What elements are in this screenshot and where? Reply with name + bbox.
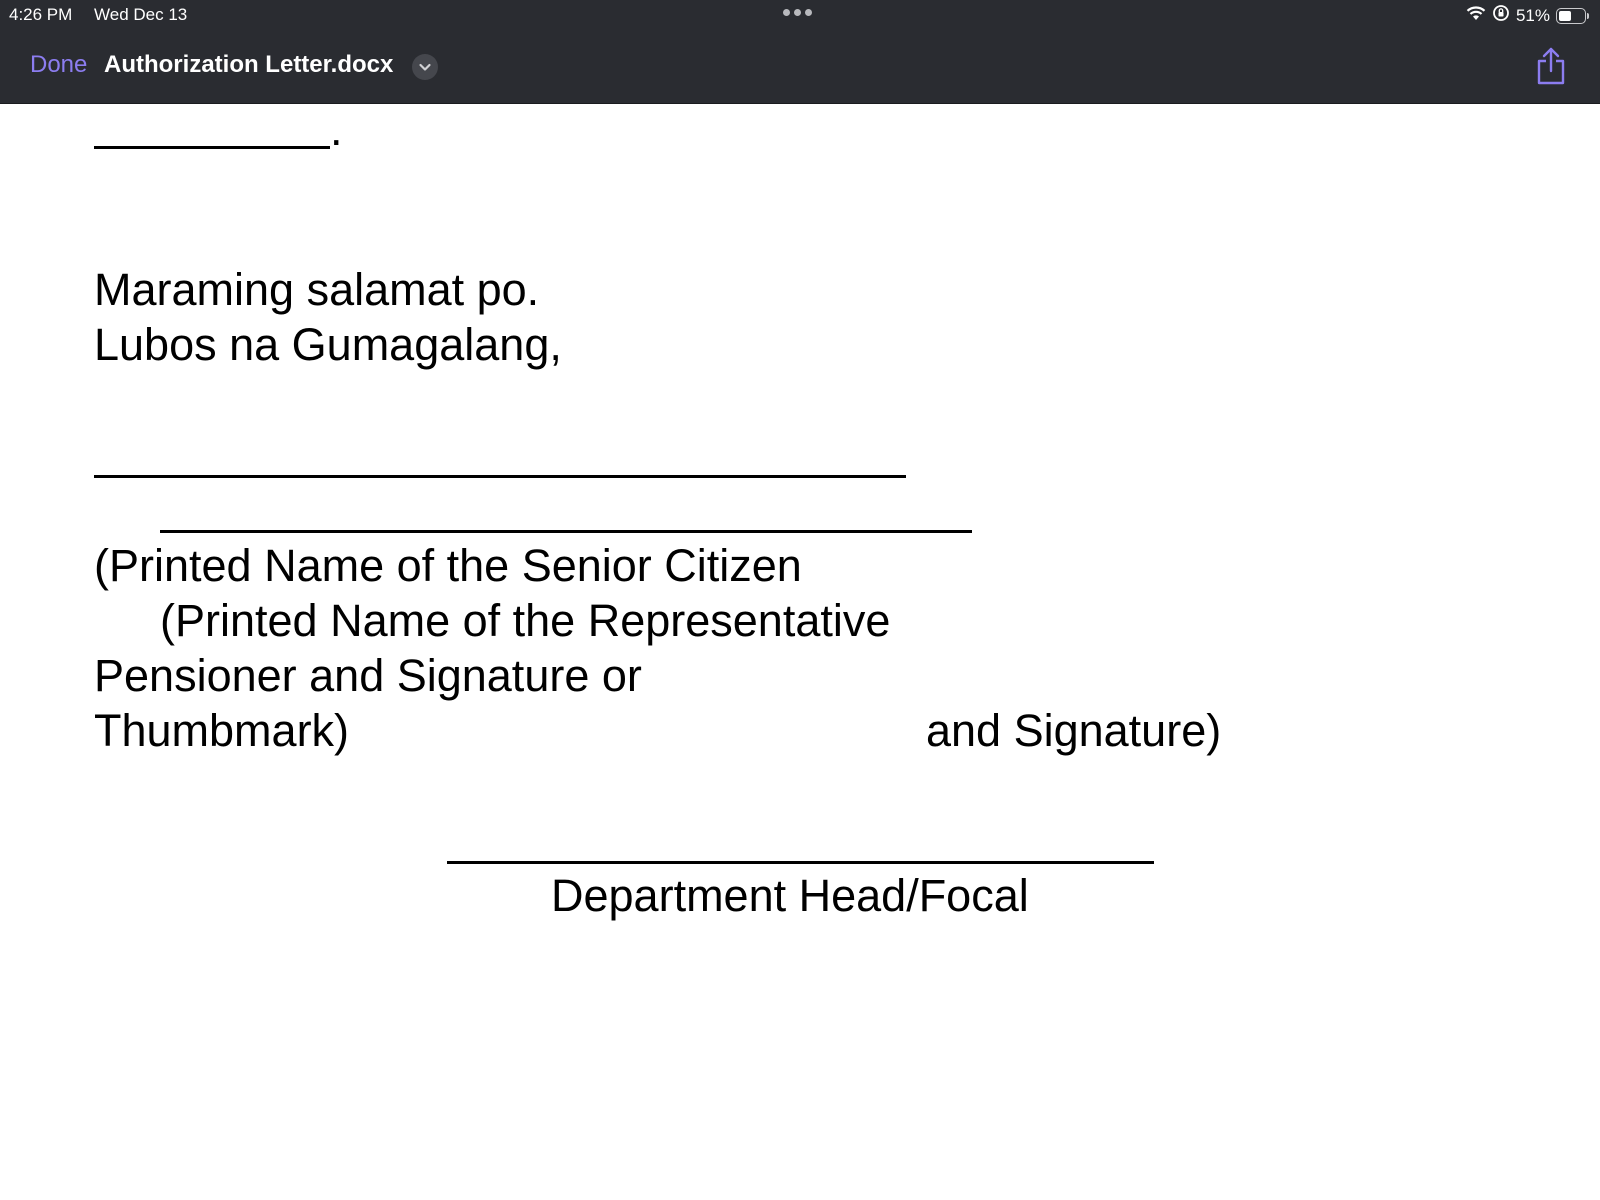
status-bar bbox=[0, 0, 1600, 30]
done-button[interactable]: Done bbox=[30, 51, 88, 78]
senior-signature-line bbox=[94, 475, 906, 478]
orientation-lock-icon bbox=[1492, 4, 1510, 27]
document-page[interactable] bbox=[0, 104, 1600, 1200]
battery-fill bbox=[1559, 11, 1571, 21]
closing-regards: Lubos na Gumagalang, bbox=[94, 319, 562, 370]
blank-period: . bbox=[330, 104, 343, 155]
battery-icon bbox=[1556, 8, 1586, 24]
department-head-signature-line bbox=[447, 861, 1154, 864]
share-icon[interactable] bbox=[1535, 46, 1567, 91]
status-date: Wed Dec 13 bbox=[94, 5, 188, 24]
status-time: 4:26 PM bbox=[9, 5, 73, 24]
senior-name-label-cont: Pensioner and Signature or bbox=[94, 650, 642, 701]
multitasking-dots-icon[interactable] bbox=[783, 9, 812, 16]
closing-thanks: Maraming salamat po. bbox=[94, 264, 540, 315]
representative-name-label-end: and Signature) bbox=[926, 705, 1222, 756]
document-title[interactable]: Authorization Letter.docx bbox=[104, 51, 394, 78]
blank-line bbox=[94, 146, 330, 149]
wifi-icon bbox=[1466, 5, 1486, 26]
status-indicators bbox=[1466, 4, 1586, 27]
senior-name-label: (Printed Name of the Senior Citizen bbox=[94, 540, 802, 591]
document-toolbar bbox=[0, 30, 1600, 104]
chevron-down-icon[interactable] bbox=[412, 54, 438, 80]
representative-name-label: (Printed Name of the Representative bbox=[160, 595, 891, 646]
battery-percent: 51% bbox=[1515, 5, 1550, 25]
senior-name-label-end: Thumbmark) bbox=[94, 705, 350, 756]
department-head-label: Department Head/Focal bbox=[551, 870, 1029, 921]
representative-signature-line bbox=[160, 530, 972, 533]
